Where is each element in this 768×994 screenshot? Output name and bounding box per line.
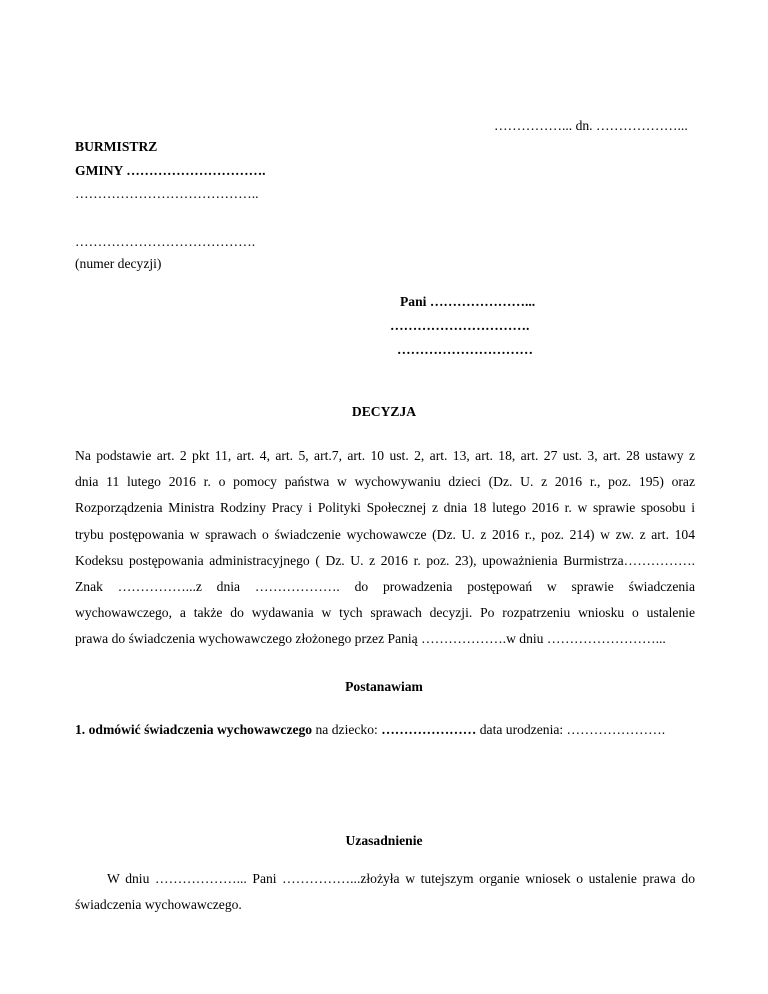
recipient-address-2: ………………………… xyxy=(397,342,533,357)
justification-line-2: świadczenia wychowawczego. xyxy=(75,897,242,913)
authority-title: BURMISTRZ xyxy=(75,139,158,154)
decision-number-label: (numer decyzji) xyxy=(75,256,162,271)
decision-point xyxy=(75,722,665,738)
justification-paragraph xyxy=(75,866,695,918)
decision-point-bold: 1. odmówić świadczenia wychowawczego xyxy=(75,722,313,737)
legal-basis-line: Na podstawie art. 2 pkt 11, art. 4, art. 5, art.7, art. 10 ust. 2, art. 13, art. 18, art. 27 ust. 3, art. 28 ustawy z xyxy=(75,448,695,463)
uzasadnienie-heading: Uzasadnienie xyxy=(345,833,423,848)
legal-basis-line: dnia 11 lutego 2016 r. o pomocy państwa w wychowywaniu dzieci (Dz. U. z 2016 r., poz. 195) oraz xyxy=(75,474,695,490)
decision-point-child-label: na dziecko: xyxy=(312,722,382,737)
decision-point-birth-date: data urodzenia: …………………. xyxy=(476,722,666,737)
justification-line-1: W dniu ………………... Pani ……………...złożyła w tutejszym organie wniosek o ustalenie prawa do xyxy=(107,871,695,886)
legal-basis-line: wychowawczego, a także do wydawania w tych sprawach decyzji. Po rozpatrzeniu wniosku o ustalenie xyxy=(75,605,695,621)
document-title: DECYZJA xyxy=(351,404,417,419)
recipient-name: Pani …………………... xyxy=(400,294,536,309)
place-date-line: ……………... dn. ………………... xyxy=(494,118,688,133)
postanawiam-heading: Postanawiam xyxy=(345,679,423,694)
legal-basis-line: Znak ……………...z dnia ………………. do prowadzenia postępowań w sprawie świadczenia xyxy=(75,578,695,594)
legal-basis-paragraph xyxy=(75,443,695,653)
legal-basis-line: Rozporządzenia Ministra Rodziny Pracy i Polityki Społecznej z dnia 18 lutego 2016 r. w sprawie sposobu i xyxy=(75,500,695,516)
authority-gmina: GMINY …………………………. xyxy=(75,163,266,178)
legal-basis-line: prawa do świadczenia wychowawczego złożonego przez Panią ……………….w dniu ……………………... xyxy=(75,631,666,647)
decision-point-child-dots: ………………… xyxy=(381,722,477,737)
authority-address-line: ………………………………….. xyxy=(75,186,259,201)
legal-basis-line: trybu postępowania w sprawach o świadczenie wychowawcze (Dz. U. z 2016 r., poz. 214) w zw. z art. 104 xyxy=(75,526,695,542)
legal-basis-line: Kodeksu postępowania administracyjnego ( Dz. U. z 2016 r. poz. 23), upoważnienia Burmistrza……………. xyxy=(75,552,695,568)
recipient-address-1: …………………………. xyxy=(390,318,530,333)
decision-number-dots: …………………………………. xyxy=(75,234,256,249)
